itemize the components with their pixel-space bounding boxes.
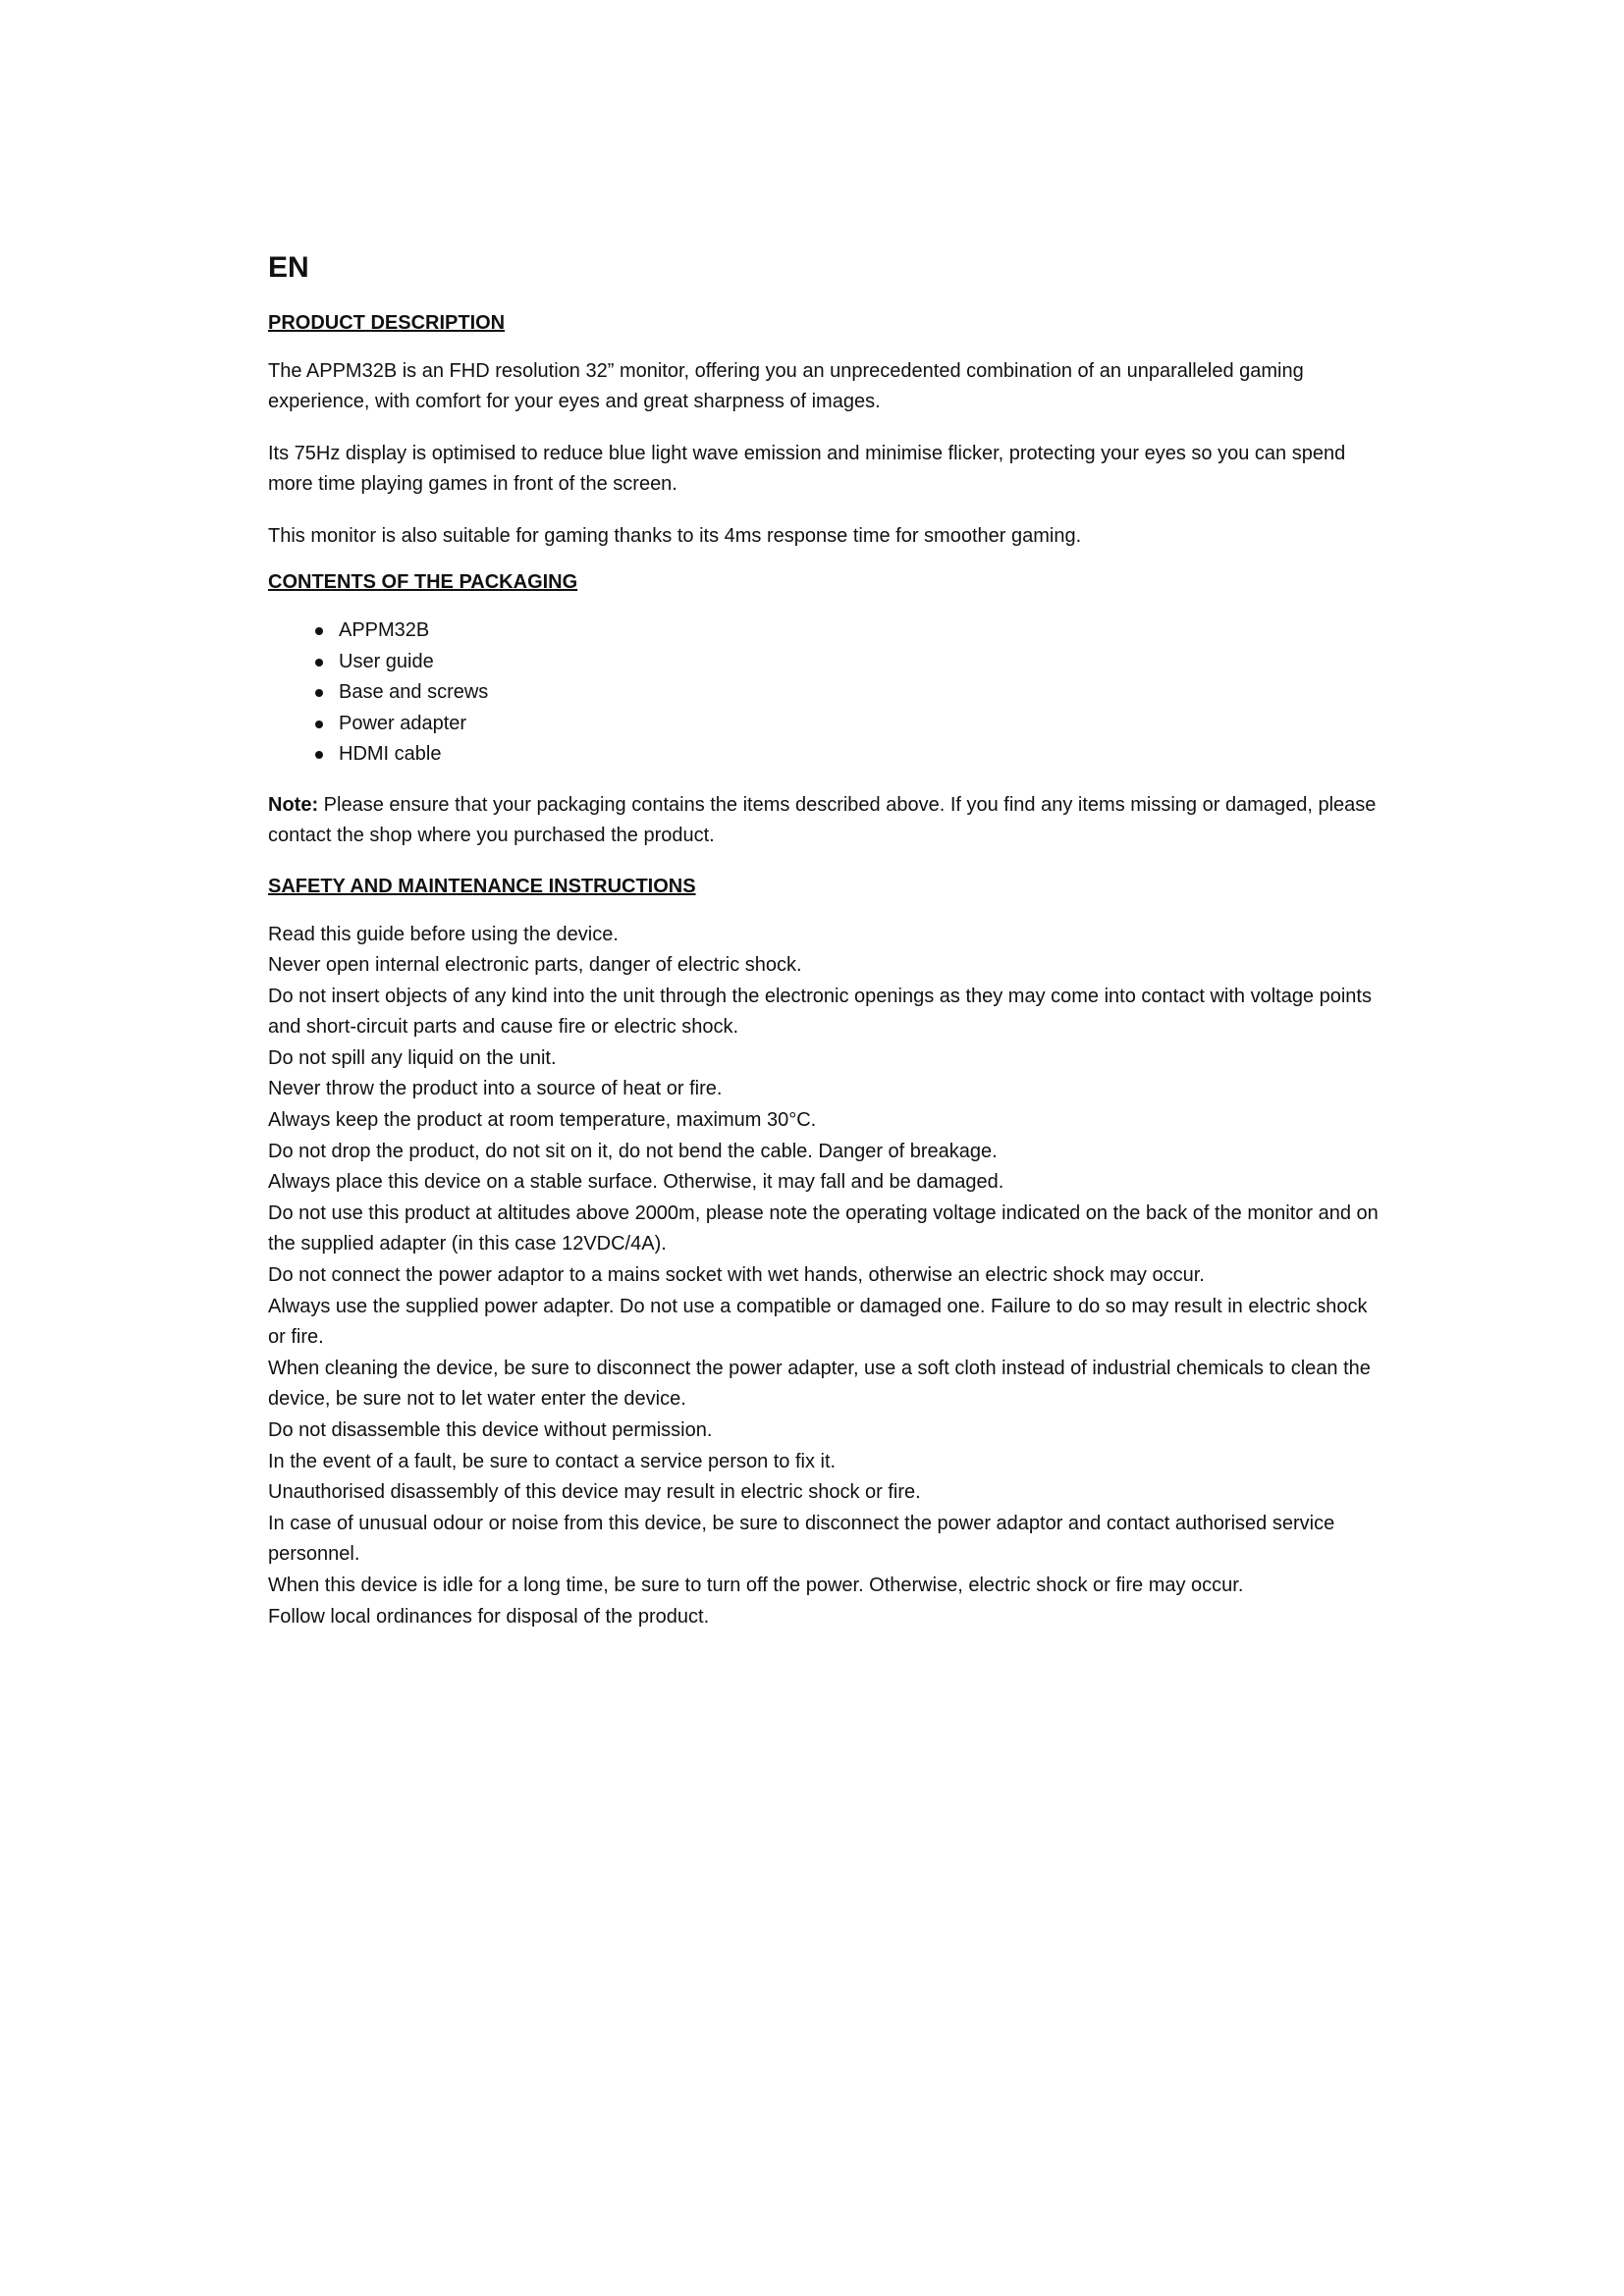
product-description-heading: PRODUCT DESCRIPTION <box>268 312 506 334</box>
bullet-icon <box>315 627 323 635</box>
list-item <box>315 677 1387 709</box>
list-item-label: HDMI cable <box>339 743 442 765</box>
bullet-icon <box>315 751 323 759</box>
bullet-icon <box>315 659 323 667</box>
product-description-paragraph-2: Its 75Hz display is optimised to reduce blue light wave emission and minimise flicker, protecting your eyes so you can spend more time playing games in front of the screen. <box>268 443 1346 495</box>
bullet-icon <box>315 721 323 728</box>
list-item-label: User guide <box>339 650 434 672</box>
safety-line: Always use the supplied power adapter. Do not use a compatible or damaged one. Failure to do so may result in electric shock or fire. <box>268 1295 1368 1349</box>
list-item-label: Power adapter <box>339 712 467 734</box>
safety-line: In case of unusual odour or noise from this device, be sure to disconnect the power adaptor and contact authorised service personnel. <box>268 1512 1335 1566</box>
safety-line: In the event of a fault, be sure to contact a service person to fix it. <box>268 1450 837 1472</box>
safety-line: Do not connect the power adaptor to a mains socket with wet hands, otherwise an electric shock may occur. <box>268 1264 1205 1287</box>
safety-line: Never throw the product into a source of heat or fire. <box>268 1078 723 1100</box>
safety-instructions <box>268 920 1387 1633</box>
safety-line: When this device is idle for a long time, be sure to turn off the power. Otherwise, electric shock or fire may occur. <box>268 1574 1244 1596</box>
packaging-list <box>268 615 1387 771</box>
document-page <box>268 250 1387 1632</box>
safety-line: Follow local ordinances for disposal of the product. <box>268 1605 710 1628</box>
product-description-paragraph-3: This monitor is also suitable for gaming thanks to its 4ms response time for smoother gaming. <box>268 525 1082 547</box>
note-text: Please ensure that your packaging contains the items described above. If you find any items missing or damaged, please contact the shop where you purchased the product. <box>268 793 1377 846</box>
list-item-label: APPM32B <box>339 619 430 641</box>
bullet-icon <box>315 689 323 697</box>
safety-line: Never open internal electronic parts, danger of electric shock. <box>268 954 802 977</box>
list-item-label: Base and screws <box>339 681 489 703</box>
safety-heading: SAFETY AND MAINTENANCE INSTRUCTIONS <box>268 875 696 897</box>
safety-line: Unauthorised disassembly of this device may result in electric shock or fire. <box>268 1481 921 1504</box>
safety-line: When cleaning the device, be sure to disconnect the power adapter, use a soft cloth instead of industrial chemicals to clean the device, be sure not to let water enter the device. <box>268 1357 1371 1411</box>
packaging-heading: CONTENTS OF THE PACKAGING <box>268 571 578 593</box>
safety-line: Do not spill any liquid on the unit. <box>268 1046 557 1069</box>
safety-line: Do not drop the product, do not sit on it, do not bend the cable. Danger of breakage. <box>268 1140 998 1162</box>
note-label: Note: <box>268 793 319 816</box>
list-item <box>315 615 1387 647</box>
packaging-note <box>268 790 1387 851</box>
list-item <box>315 709 1387 740</box>
safety-line: Read this guide before using the device. <box>268 923 619 945</box>
list-item <box>315 647 1387 678</box>
safety-line: Do not insert objects of any kind into the unit through the electronic openings as they may come into contact with voltage points and short-circuit parts and cause fire or electric shock. <box>268 985 1372 1039</box>
safety-line: Always keep the product at room temperature, maximum 30°C. <box>268 1109 817 1132</box>
product-description-paragraph-1: The APPM32B is an FHD resolution 32” monitor, offering you an unprecedented combination of an unparalleled gaming experience, with comfort for your eyes and great sharpness of images. <box>268 360 1304 412</box>
safety-line: Do not disassemble this device without permission. <box>268 1419 713 1441</box>
safety-line: Do not use this product at altitudes above 2000m, please note the operating voltage indicated on the back of the monitor and on the supplied adapter (in this case 12VDC/4A). <box>268 1201 1379 1255</box>
safety-line: Always place this device on a stable surface. Otherwise, it may fall and be damaged. <box>268 1171 1004 1194</box>
list-item <box>315 739 1387 771</box>
language-code: EN <box>268 251 309 284</box>
